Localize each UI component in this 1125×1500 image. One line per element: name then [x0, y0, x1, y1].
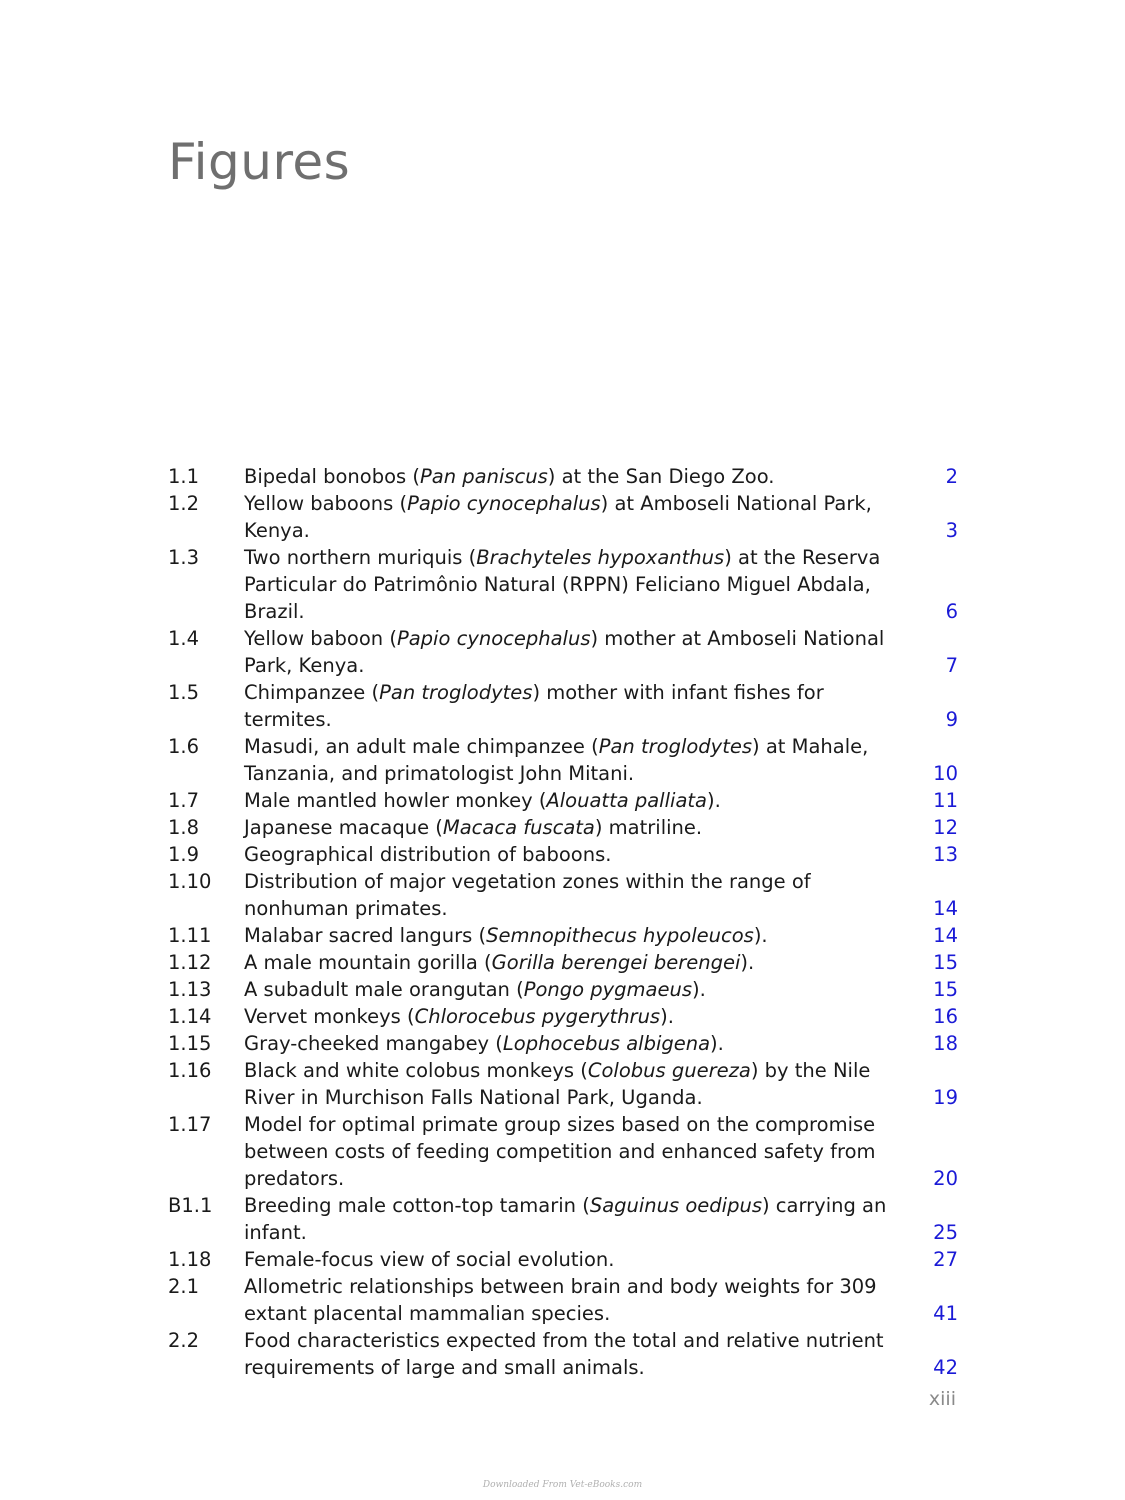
- figure-caption: [244, 976, 918, 1003]
- figure-number: 1.2: [168, 492, 200, 515]
- figure-number: 1.18: [168, 1248, 212, 1271]
- caption-text: Distribution of major vegetation zones within the range of nonhuman primates.: [244, 870, 811, 920]
- figure-entry: [168, 733, 958, 787]
- figure-page-link[interactable]: 14: [933, 897, 958, 920]
- figure-entry: [168, 463, 958, 490]
- figure-number: 1.8: [168, 816, 200, 839]
- caption-text: Two northern muriquis (: [244, 546, 477, 569]
- species-name: Pan paniscus: [420, 465, 548, 488]
- figure-caption: [244, 1246, 918, 1273]
- figure-number: 1.3: [168, 546, 200, 569]
- caption-text: ).: [710, 1032, 724, 1055]
- figure-number: 2.1: [168, 1275, 200, 1298]
- figure-number: B1.1: [168, 1194, 213, 1217]
- figure-caption: [244, 1057, 918, 1111]
- figure-number: 1.16: [168, 1059, 212, 1082]
- figure-caption: [244, 1273, 918, 1327]
- figure-entry: [168, 1246, 958, 1273]
- caption-text: Bipedal bonobos (: [244, 465, 420, 488]
- figure-page-link[interactable]: 14: [933, 924, 958, 947]
- figure-caption: [244, 949, 918, 976]
- figure-entry: [168, 922, 958, 949]
- caption-text: ) at Amboseli National Park, Kenya.: [244, 492, 872, 542]
- figure-number: 1.15: [168, 1032, 212, 1055]
- species-name: Papio cynocephalus: [407, 492, 601, 515]
- species-name: Pan troglodytes: [379, 681, 533, 704]
- caption-text: ) at Mahale, Tanzania, and primatologist John Mitani.: [244, 735, 869, 785]
- figure-caption: [244, 679, 918, 733]
- figure-page-link[interactable]: 25: [933, 1221, 958, 1244]
- figure-caption: [244, 1030, 918, 1057]
- figure-page-link[interactable]: 16: [933, 1005, 958, 1028]
- caption-text: Gray-cheeked mangabey (: [244, 1032, 503, 1055]
- figure-number: 1.4: [168, 627, 200, 650]
- caption-text: A subadult male orangutan (: [244, 978, 524, 1001]
- page-number: xiii: [928, 1388, 956, 1410]
- figure-page-link[interactable]: 2: [945, 465, 958, 488]
- caption-text: ) by the Nile River in Murchison Falls National Park, Uganda.: [244, 1059, 871, 1109]
- figure-number: 1.13: [168, 978, 212, 1001]
- caption-text: Malabar sacred langurs (: [244, 924, 487, 947]
- figure-list: [168, 463, 958, 1381]
- figure-caption: [244, 922, 918, 949]
- figure-caption: [244, 544, 918, 625]
- caption-text: ) mother with infant fishes for termites.: [244, 681, 824, 731]
- figure-page-link[interactable]: 3: [945, 519, 958, 542]
- caption-text: Vervet monkeys (: [244, 1005, 415, 1028]
- figure-entry: [168, 1003, 958, 1030]
- figure-caption: [244, 1111, 918, 1192]
- caption-text: Geographical distribution of baboons.: [244, 843, 612, 866]
- figure-entry: [168, 490, 958, 544]
- species-name: Chlorocebus pygerythrus: [414, 1005, 661, 1028]
- figure-number: 1.11: [168, 924, 212, 947]
- figure-caption: [244, 841, 918, 868]
- figure-page-link[interactable]: 9: [945, 708, 958, 731]
- caption-text: Allometric relationships between brain and body weights for 309 extant placental mammalian species.: [244, 1275, 877, 1325]
- species-name: Pan troglodytes: [598, 735, 753, 758]
- caption-text: ).: [753, 924, 768, 947]
- species-name: Brachyteles hypoxanthus: [476, 546, 725, 569]
- caption-text: ) mother at Amboseli National Park, Kenya.: [244, 627, 885, 677]
- caption-text: Breeding male cotton-top tamarin (: [244, 1194, 590, 1217]
- species-name: Lophocebus albigena: [502, 1032, 711, 1055]
- caption-text: Female-focus view of social evolution.: [244, 1248, 615, 1271]
- caption-text: Food characteristics expected from the total and relative nutrient requirements of large and small animals.: [244, 1329, 884, 1379]
- caption-text: ).: [692, 978, 706, 1001]
- figure-page-link[interactable]: 7: [945, 654, 958, 677]
- figure-page-link[interactable]: 42: [933, 1356, 958, 1379]
- figure-caption: [244, 463, 918, 490]
- figure-entry: [168, 1057, 958, 1111]
- figure-entry: [168, 1327, 958, 1381]
- species-name: Macaca fuscata: [442, 816, 595, 839]
- caption-text: ) at the Reserva Particular do Patrimônio Natural (RPPN) Feliciano Miguel Abdala, Brazil.: [244, 546, 881, 623]
- figure-entry: [168, 1030, 958, 1057]
- figure-caption: [244, 625, 918, 679]
- figure-number: 1.12: [168, 951, 212, 974]
- figure-page-link[interactable]: 15: [933, 978, 958, 1001]
- figure-entry: [168, 625, 958, 679]
- figure-entry: [168, 787, 958, 814]
- figure-page-link[interactable]: 10: [933, 762, 958, 785]
- figure-page-link[interactable]: 19: [933, 1086, 958, 1109]
- figure-entry: [168, 544, 958, 625]
- figure-entry: [168, 814, 958, 841]
- figure-page-link[interactable]: 12: [933, 816, 958, 839]
- figure-number: 1.7: [168, 789, 200, 812]
- caption-text: Yellow baboon (: [244, 627, 397, 650]
- figure-number: 1.1: [168, 465, 200, 488]
- figure-page-link[interactable]: 18: [933, 1032, 958, 1055]
- caption-text: ) matriline.: [594, 816, 703, 839]
- figure-entry: [168, 1111, 958, 1192]
- caption-text: Masudi, an adult male chimpanzee (: [244, 735, 599, 758]
- figure-page-link[interactable]: 11: [933, 789, 958, 812]
- figure-caption: [244, 787, 918, 814]
- figure-number: 1.10: [168, 870, 212, 893]
- caption-text: ).: [740, 951, 755, 974]
- figure-entry: [168, 949, 958, 976]
- figure-entry: [168, 1273, 958, 1327]
- caption-text: Yellow baboons (: [244, 492, 408, 515]
- figure-page-link[interactable]: 15: [933, 951, 958, 974]
- species-name: Colobus guereza: [587, 1059, 751, 1082]
- species-name: Semnopithecus hypoleucos: [486, 924, 754, 947]
- caption-text: Japanese macaque (: [244, 816, 443, 839]
- figure-caption: [244, 490, 918, 544]
- figure-number: 1.5: [168, 681, 200, 704]
- figure-entry: [168, 841, 958, 868]
- caption-text: Male mantled howler monkey (: [244, 789, 547, 812]
- watermark: Downloaded From Vet-eBooks.com: [482, 1480, 643, 1490]
- species-name: Saguinus oedipus: [589, 1194, 762, 1217]
- caption-text: ).: [660, 1005, 674, 1028]
- caption-text: ) at the San Diego Zoo.: [547, 465, 775, 488]
- species-name: Papio cynocephalus: [396, 627, 591, 650]
- figure-entry: [168, 868, 958, 922]
- figure-entry: [168, 679, 958, 733]
- caption-text: ).: [706, 789, 721, 812]
- caption-text: A male mountain gorilla (: [244, 951, 492, 974]
- page-title: Figures: [168, 133, 351, 191]
- caption-text: Black and white colobus monkeys (: [244, 1059, 588, 1082]
- figure-caption: [244, 1327, 918, 1381]
- figure-entry: [168, 1192, 958, 1246]
- figure-number: 2.2: [168, 1329, 200, 1352]
- figure-page-link[interactable]: 41: [933, 1302, 958, 1325]
- caption-text: Model for optimal primate group sizes based on the compromise between costs of feeding competition and enhanced safety from predators.: [244, 1113, 876, 1190]
- figure-page-link[interactable]: 13: [933, 843, 958, 866]
- species-name: Pongo pygmaeus: [523, 978, 693, 1001]
- figure-page-link[interactable]: 27: [933, 1248, 958, 1271]
- caption-text: Chimpanzee (: [244, 681, 380, 704]
- species-name: Alouatta palliata: [546, 789, 707, 812]
- caption-text: ) carrying an infant.: [244, 1194, 887, 1244]
- figure-caption: [244, 1192, 918, 1246]
- figure-caption: [244, 868, 918, 922]
- figure-number: 1.17: [168, 1113, 212, 1136]
- species-name: Gorilla berengei berengei: [491, 951, 741, 974]
- figure-caption: [244, 814, 918, 841]
- figure-entry: [168, 976, 958, 1003]
- figure-number: 1.14: [168, 1005, 212, 1028]
- figure-number: 1.6: [168, 735, 200, 758]
- figure-page-link[interactable]: 6: [945, 600, 958, 623]
- figure-caption: [244, 733, 918, 787]
- figure-page-link[interactable]: 20: [933, 1167, 958, 1190]
- figure-number: 1.9: [168, 843, 200, 866]
- figure-caption: [244, 1003, 918, 1030]
